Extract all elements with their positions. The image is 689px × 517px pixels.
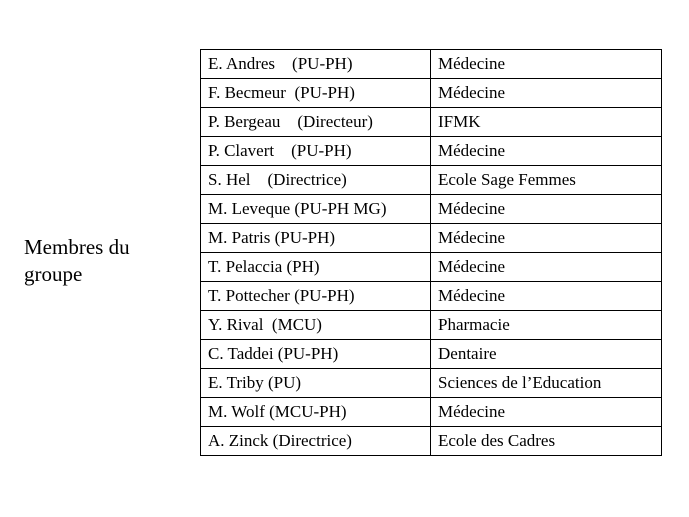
member-name-cell: E. Andres (PU-PH) — [201, 50, 431, 79]
table-row — [201, 398, 662, 427]
table-row — [201, 50, 662, 79]
table-row — [201, 253, 662, 282]
member-field-cell: Médecine — [431, 253, 662, 282]
member-name-cell: P. Bergeau (Directeur) — [201, 108, 431, 137]
table-row — [201, 282, 662, 311]
member-name-cell: M. Wolf (MCU-PH) — [201, 398, 431, 427]
group-members-label-line2: groupe — [24, 262, 83, 286]
member-name-cell: T. Pelaccia (PH) — [201, 253, 431, 282]
group-members-label-line1: Membres du — [24, 235, 130, 259]
table-row — [201, 311, 662, 340]
member-field-cell: Médecine — [431, 50, 662, 79]
member-field-cell: Médecine — [431, 195, 662, 224]
member-name-cell: E. Triby (PU) — [201, 369, 431, 398]
member-name-cell: Y. Rival (MCU) — [201, 311, 431, 340]
member-name-cell: T. Pottecher (PU-PH) — [201, 282, 431, 311]
member-name-cell: M. Leveque (PU-PH MG) — [201, 195, 431, 224]
member-field-cell: Médecine — [431, 224, 662, 253]
group-members-label — [24, 234, 184, 288]
member-field-cell: Pharmacie — [431, 311, 662, 340]
member-field-cell: Médecine — [431, 398, 662, 427]
member-field-cell: Ecole Sage Femmes — [431, 166, 662, 195]
member-name-cell: F. Becmeur (PU-PH) — [201, 79, 431, 108]
member-name-cell: M. Patris (PU-PH) — [201, 224, 431, 253]
table-row — [201, 137, 662, 166]
member-name-cell: C. Taddei (PU-PH) — [201, 340, 431, 369]
member-field-cell: Médecine — [431, 79, 662, 108]
member-field-cell: Médecine — [431, 137, 662, 166]
member-name-cell: A. Zinck (Directrice) — [201, 427, 431, 456]
table-row — [201, 195, 662, 224]
member-field-cell: Sciences de l’Education — [431, 369, 662, 398]
table-row — [201, 224, 662, 253]
members-table — [200, 49, 662, 456]
member-name-cell: P. Clavert (PU-PH) — [201, 137, 431, 166]
table-row — [201, 166, 662, 195]
table-row — [201, 79, 662, 108]
member-field-cell: Ecole des Cadres — [431, 427, 662, 456]
table-row — [201, 340, 662, 369]
table-row — [201, 108, 662, 137]
member-field-cell: Dentaire — [431, 340, 662, 369]
member-field-cell: IFMK — [431, 108, 662, 137]
table-row — [201, 427, 662, 456]
member-name-cell: S. Hel (Directrice) — [201, 166, 431, 195]
member-field-cell: Médecine — [431, 282, 662, 311]
table-row — [201, 369, 662, 398]
